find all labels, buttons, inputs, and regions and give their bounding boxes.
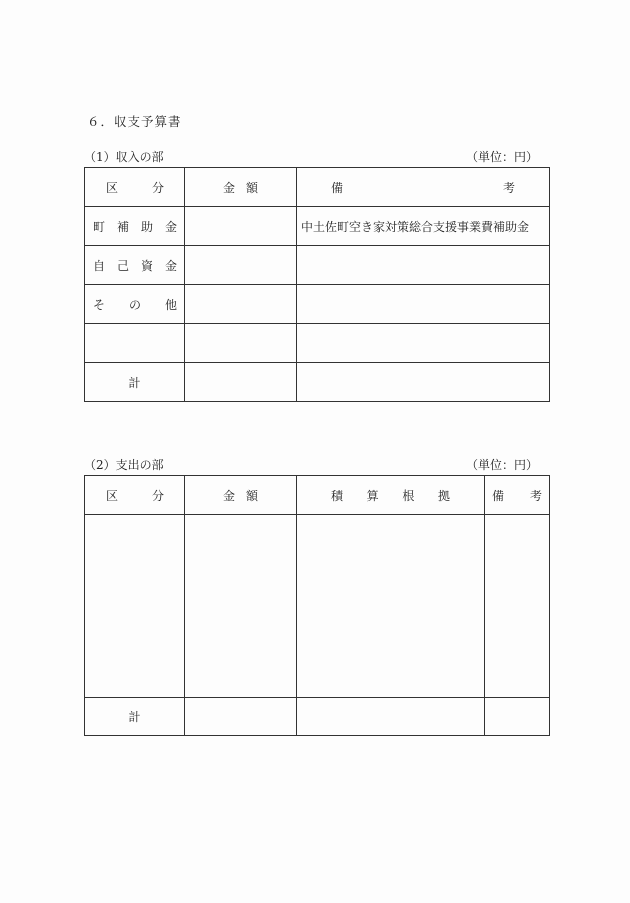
income-header-amount: 金 額 [185, 168, 297, 207]
expense-total-remarks-cell[interactable] [485, 698, 550, 736]
table-row [85, 246, 550, 285]
income-remarks-cell[interactable] [297, 324, 550, 363]
income-remarks-cell[interactable] [297, 246, 550, 285]
income-header-row [85, 168, 550, 207]
income-category-cell[interactable] [85, 324, 185, 363]
expense-basis-cell[interactable] [297, 515, 485, 698]
expense-header-row [85, 476, 550, 515]
income-unit: （単位：円） [466, 150, 539, 164]
expense-category-cell[interactable] [85, 515, 185, 698]
expense-caption: （2）支出の部 [84, 458, 164, 472]
expense-header-category: 区 分 [85, 476, 185, 515]
expense-remarks-cell[interactable] [485, 515, 550, 698]
section-title: ６．収支予算書 [87, 114, 182, 129]
expense-total-basis-cell[interactable] [297, 698, 485, 736]
income-remarks-cell[interactable] [297, 285, 550, 324]
income-category-cell: 自 己 資 金 [85, 246, 185, 285]
income-total-row [85, 363, 550, 402]
income-amount-cell[interactable] [185, 285, 297, 324]
income-header-category: 区 分 [85, 168, 185, 207]
income-caption: （1）収入の部 [84, 150, 164, 164]
expense-amount-cell[interactable] [185, 515, 297, 698]
expense-total-row [85, 698, 550, 736]
income-amount-cell[interactable] [185, 324, 297, 363]
expense-header-basis: 積 算 根 拠 [297, 476, 485, 515]
expense-unit: （単位：円） [466, 458, 539, 472]
income-amount-cell[interactable] [185, 207, 297, 246]
income-table [84, 167, 550, 402]
income-category-cell: 町 補 助 金 [85, 207, 185, 246]
income-total-remarks-cell[interactable] [297, 363, 550, 402]
expense-header-amount: 金 額 [185, 476, 297, 515]
table-row [85, 324, 550, 363]
expense-total-amount-cell[interactable] [185, 698, 297, 736]
income-total-label: 計 [85, 363, 185, 402]
expense-total-label: 計 [85, 698, 185, 736]
table-row [85, 207, 550, 246]
income-amount-cell[interactable] [185, 246, 297, 285]
expense-header-remarks: 備 考 [485, 476, 550, 515]
income-header-remarks: 備 考 [297, 168, 550, 207]
income-category-cell: そ の 他 [85, 285, 185, 324]
income-total-amount-cell[interactable] [185, 363, 297, 402]
income-remarks-cell[interactable]: 中土佐町空き家対策総合支援事業費補助金 [297, 207, 550, 246]
table-row [85, 285, 550, 324]
expense-table [84, 475, 550, 736]
table-row [85, 515, 550, 698]
